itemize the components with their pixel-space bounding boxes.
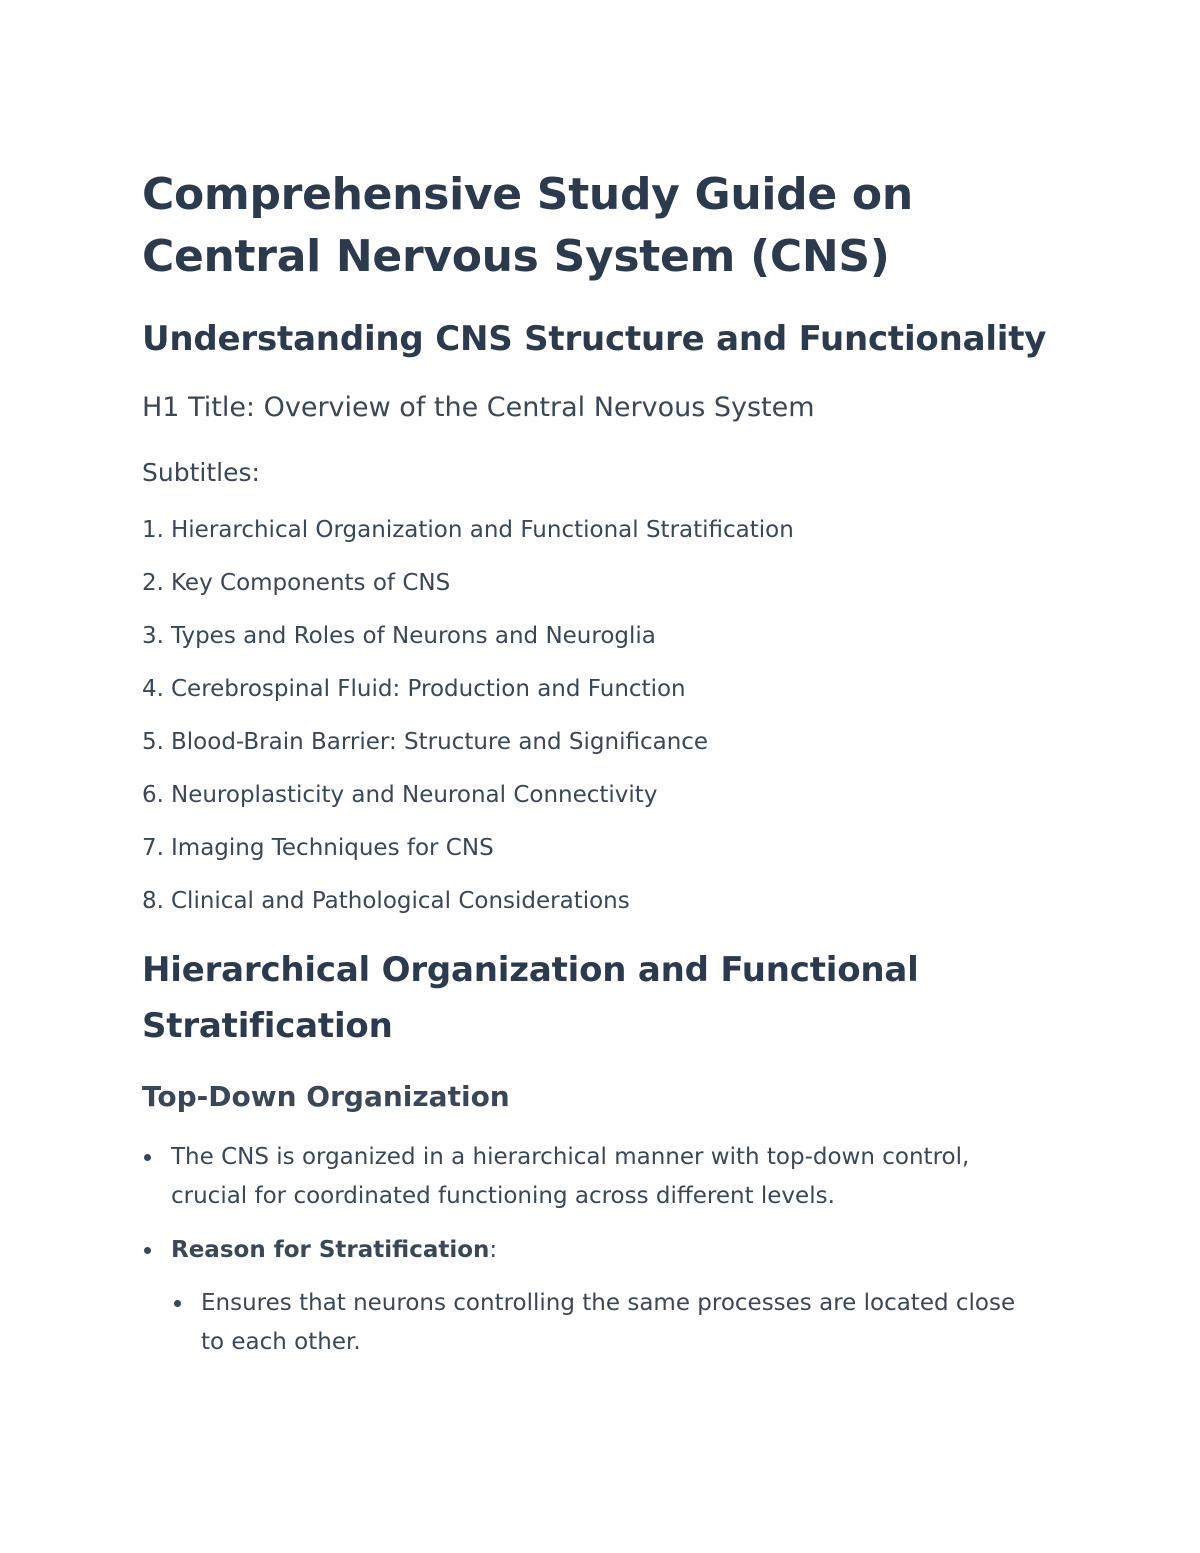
document-title: Comprehensive Study Guide on Central Nervous System (CNS) <box>142 169 913 282</box>
list-item <box>142 671 794 724</box>
section-heading-cns-structure: Understanding CNS Structure and Functionality <box>142 319 1047 359</box>
bullet-icon <box>144 1247 151 1254</box>
list-item-number: 4. <box>142 676 164 702</box>
bullet-icon <box>174 1300 181 1307</box>
list-item-text: Imaging Techniques for CNS <box>171 835 494 861</box>
subtitles-label: Subtitles: <box>142 458 260 487</box>
list-item-text: Neuroplasticity and Neuronal Connectivity <box>171 782 658 808</box>
bullet-item <box>142 1138 1042 1216</box>
list-item-text: Key Components of CNS <box>171 570 451 596</box>
bullet-bold-text: Reason for Stratification <box>171 1237 490 1263</box>
list-item-number: 2. <box>142 570 164 596</box>
list-item-number: 7. <box>142 835 164 861</box>
nested-bullet-list <box>172 1284 1032 1362</box>
list-item-text: Blood-Brain Barrier: Structure and Significance <box>171 729 709 755</box>
list-item-number: 6. <box>142 782 164 808</box>
list-item-text: Hierarchical Organization and Functional Stratification <box>171 517 794 543</box>
bullet-item <box>142 1231 1042 1270</box>
list-item <box>142 883 794 936</box>
section-heading-hierarchical-organization: Hierarchical Organization and Functional Stratification <box>142 950 919 1046</box>
bullet-icon <box>144 1154 151 1161</box>
list-item-number: 5. <box>142 729 164 755</box>
list-item <box>142 565 794 618</box>
bullet-list <box>142 1138 1042 1216</box>
list-item <box>142 724 794 777</box>
bullet-text: Ensures that neurons controlling the same processes are located close to each other. <box>201 1290 1016 1355</box>
list-item <box>142 618 794 671</box>
bullet-item <box>172 1284 1032 1362</box>
list-item <box>142 830 794 883</box>
list-item-number: 8. <box>142 888 164 914</box>
bullet-suffix: : <box>489 1237 498 1263</box>
bullet-text: The CNS is organized in a hierarchical manner with top-down control, crucial for coordinated functioning across different levels. <box>171 1144 970 1209</box>
list-item-number: 3. <box>142 623 164 649</box>
list-item-text: Types and Roles of Neurons and Neuroglia <box>171 623 656 649</box>
list-item-text: Clinical and Pathological Considerations <box>171 888 630 914</box>
subsection-heading-top-down: Top-Down Organization <box>142 1080 510 1113</box>
subtitles-list <box>142 512 794 936</box>
list-item <box>142 777 794 830</box>
list-item-number: 1. <box>142 517 164 543</box>
list-item-text: Cerebrospinal Fluid: Production and Function <box>171 676 686 702</box>
bullet-list <box>142 1231 1042 1270</box>
h1-title-note: H1 Title: Overview of the Central Nervous System <box>142 392 815 423</box>
list-item <box>142 512 794 565</box>
